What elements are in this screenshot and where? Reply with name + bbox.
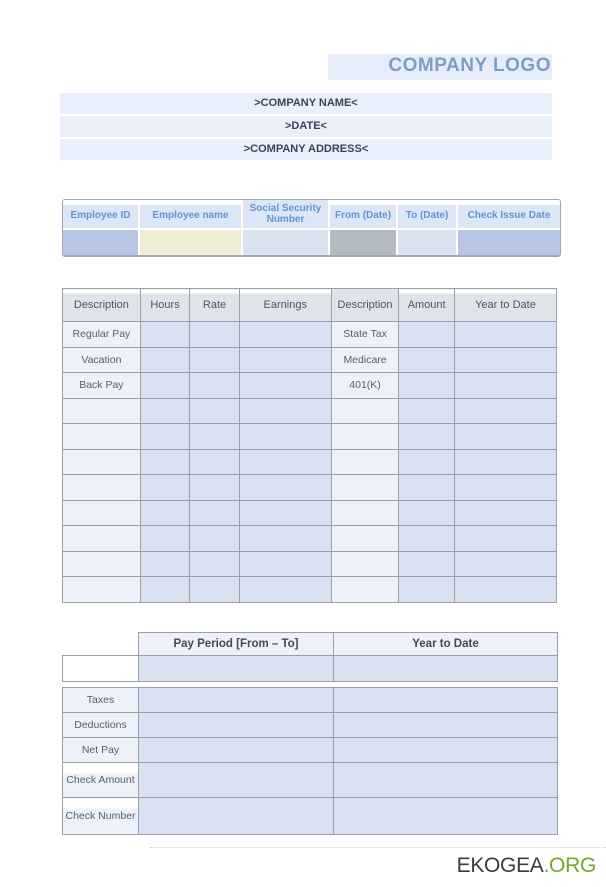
- company-name-field[interactable]: >COMPANY NAME<: [60, 93, 552, 114]
- earnings-cell[interactable]: [239, 577, 331, 603]
- col-header-ssn: Social Security Number: [243, 200, 328, 228]
- deduction-label-cell[interactable]: [331, 551, 399, 577]
- check-issue-date-cell[interactable]: [458, 230, 560, 255]
- table-row: [63, 688, 558, 713]
- rate-cell[interactable]: [190, 347, 240, 373]
- rate-cell[interactable]: [190, 373, 240, 399]
- summary-corner-blank: [63, 633, 139, 656]
- earnings-cell[interactable]: [239, 500, 331, 526]
- amount-cell[interactable]: [399, 449, 455, 475]
- table-row: [63, 322, 557, 348]
- amount-cell[interactable]: [399, 322, 455, 348]
- employee-name-cell[interactable]: [140, 230, 241, 255]
- table-row: [63, 475, 557, 501]
- summary-blank-label-cell[interactable]: [63, 656, 139, 682]
- taxes-ytd-cell[interactable]: [334, 688, 558, 713]
- cut-dotted-line: [150, 847, 606, 848]
- check-number-label: Check Number: [63, 798, 139, 835]
- table-row: [63, 577, 557, 603]
- col-header-rate: Rate: [190, 289, 240, 322]
- earnings-cell[interactable]: [239, 373, 331, 399]
- earnings-cell[interactable]: [239, 347, 331, 373]
- ytd-cell[interactable]: [454, 526, 556, 552]
- deduction-label-cell[interactable]: [331, 500, 399, 526]
- check-amount-label: Check Amount: [63, 763, 139, 798]
- ytd-cell[interactable]: [454, 347, 556, 373]
- deduction-label-cell: 401(K): [331, 373, 399, 399]
- earnings-label-cell: Regular Pay: [63, 322, 141, 348]
- brand-footer: [457, 854, 596, 878]
- rate-cell[interactable]: [190, 424, 240, 450]
- col-header-description-right: Description: [331, 289, 399, 322]
- to-date-cell[interactable]: [398, 230, 456, 255]
- col-header-to-date: To (Date): [398, 200, 456, 228]
- deduction-label-cell[interactable]: [331, 424, 399, 450]
- amount-cell[interactable]: [399, 551, 455, 577]
- taxes-pay-period-cell[interactable]: [139, 688, 334, 713]
- deductions-ytd-cell[interactable]: [334, 713, 558, 738]
- earnings-header-row: [63, 289, 557, 322]
- amount-cell[interactable]: [399, 398, 455, 424]
- net-pay-pay-period-cell[interactable]: [139, 738, 334, 763]
- table-row: [63, 398, 557, 424]
- deduction-label-cell[interactable]: [331, 577, 399, 603]
- col-header-description-left: Description: [63, 289, 141, 322]
- deductions-pay-period-cell[interactable]: [139, 713, 334, 738]
- hours-cell[interactable]: [140, 449, 190, 475]
- deduction-label-cell[interactable]: [331, 526, 399, 552]
- earnings-label-cell[interactable]: [63, 398, 141, 424]
- amount-cell[interactable]: [399, 526, 455, 552]
- col-header-amount: Amount: [399, 289, 455, 322]
- net-pay-label: Net Pay: [63, 738, 139, 763]
- hours-cell[interactable]: [140, 424, 190, 450]
- earnings-label-cell[interactable]: [63, 475, 141, 501]
- amount-cell[interactable]: [399, 577, 455, 603]
- col-header-summary-ytd: Year to Date: [334, 633, 558, 656]
- deductions-label: Deductions: [63, 713, 139, 738]
- deduction-label-cell: State Tax: [331, 322, 399, 348]
- col-header-employee-name: Employee name: [140, 200, 241, 228]
- ytd-value-cell[interactable]: [334, 656, 558, 682]
- earnings-deductions-table: [62, 288, 557, 603]
- ytd-cell[interactable]: [454, 449, 556, 475]
- net-pay-ytd-cell[interactable]: [334, 738, 558, 763]
- rate-cell[interactable]: [190, 577, 240, 603]
- ytd-cell[interactable]: [454, 398, 556, 424]
- brand-name: EKOGEA: [456, 854, 544, 877]
- taxes-label: Taxes: [63, 688, 139, 713]
- earnings-cell[interactable]: [239, 475, 331, 501]
- earnings-label-cell[interactable]: [63, 577, 141, 603]
- summary-totals-table: [62, 687, 558, 835]
- table-row: [63, 763, 558, 798]
- check-amount-ytd-cell[interactable]: [334, 763, 558, 798]
- check-amount-pay-period-cell[interactable]: [139, 763, 334, 798]
- rate-cell[interactable]: [190, 551, 240, 577]
- earnings-cell[interactable]: [239, 449, 331, 475]
- hours-cell[interactable]: [140, 373, 190, 399]
- summary-header-row: [63, 633, 558, 656]
- ssn-cell[interactable]: [243, 230, 328, 255]
- ytd-cell[interactable]: [454, 424, 556, 450]
- table-row: [63, 551, 557, 577]
- rate-cell[interactable]: [190, 398, 240, 424]
- employee-info-table: [62, 199, 561, 257]
- company-info-block: [60, 93, 552, 162]
- earnings-label-cell[interactable]: [63, 526, 141, 552]
- hours-cell[interactable]: [140, 322, 190, 348]
- table-row: [63, 424, 557, 450]
- earnings-cell[interactable]: [239, 398, 331, 424]
- from-date-cell[interactable]: [330, 230, 396, 255]
- company-logo-placeholder: [328, 54, 552, 80]
- table-row: [63, 526, 557, 552]
- col-header-check-issue-date: Check Issue Date: [458, 200, 560, 228]
- earnings-cell[interactable]: [239, 322, 331, 348]
- deduction-label-cell[interactable]: [331, 449, 399, 475]
- ytd-cell[interactable]: [454, 500, 556, 526]
- col-header-year-to-date: Year to Date: [454, 289, 556, 322]
- earnings-label-cell: Vacation: [63, 347, 141, 373]
- ytd-cell[interactable]: [454, 577, 556, 603]
- table-row: [63, 798, 558, 835]
- table-row: [63, 738, 558, 763]
- table-row: [63, 713, 558, 738]
- company-address-field[interactable]: >COMPANY ADDRESS<: [60, 139, 552, 160]
- col-header-hours: Hours: [140, 289, 190, 322]
- table-row: [63, 500, 557, 526]
- amount-cell[interactable]: [399, 500, 455, 526]
- hours-cell[interactable]: [140, 526, 190, 552]
- table-row: [63, 373, 557, 399]
- check-number-pay-period-cell[interactable]: [139, 798, 334, 835]
- earnings-label-cell[interactable]: [63, 500, 141, 526]
- rate-cell[interactable]: [190, 449, 240, 475]
- hours-cell[interactable]: [140, 500, 190, 526]
- amount-cell[interactable]: [399, 475, 455, 501]
- hours-cell[interactable]: [140, 398, 190, 424]
- hours-cell[interactable]: [140, 475, 190, 501]
- earnings-label-cell[interactable]: [63, 424, 141, 450]
- summary-header-table: [62, 632, 558, 682]
- rate-cell[interactable]: [190, 500, 240, 526]
- earnings-label-cell[interactable]: [63, 551, 141, 577]
- hours-cell[interactable]: [140, 551, 190, 577]
- rate-cell[interactable]: [190, 322, 240, 348]
- hours-cell[interactable]: [140, 577, 190, 603]
- ytd-cell[interactable]: [454, 373, 556, 399]
- date-field[interactable]: >DATE<: [60, 116, 552, 137]
- check-number-ytd-cell[interactable]: [334, 798, 558, 835]
- col-header-from-date: From (Date): [330, 200, 396, 228]
- amount-cell[interactable]: [399, 424, 455, 450]
- earnings-cell[interactable]: [239, 551, 331, 577]
- earnings-label-cell: Back Pay: [63, 373, 141, 399]
- col-header-earnings: Earnings: [239, 289, 331, 322]
- rate-cell[interactable]: [190, 475, 240, 501]
- table-row: [63, 656, 558, 682]
- deduction-label-cell: Medicare: [331, 347, 399, 373]
- deduction-label-cell[interactable]: [331, 475, 399, 501]
- earnings-cell[interactable]: [239, 526, 331, 552]
- company-logo-text: COMPANY LOGO: [388, 55, 551, 76]
- table-row: [63, 347, 557, 373]
- pay-period-value-cell[interactable]: [139, 656, 334, 682]
- col-header-pay-period: Pay Period [From – To]: [139, 633, 334, 656]
- col-header-employee-id: Employee ID: [63, 200, 138, 228]
- ytd-cell[interactable]: [454, 475, 556, 501]
- brand-suffix: .ORG: [543, 854, 596, 877]
- deduction-label-cell[interactable]: [331, 398, 399, 424]
- table-row: [63, 449, 557, 475]
- rate-cell[interactable]: [190, 526, 240, 552]
- amount-cell[interactable]: [399, 373, 455, 399]
- earnings-cell[interactable]: [239, 424, 331, 450]
- earnings-label-cell[interactable]: [63, 449, 141, 475]
- hours-cell[interactable]: [140, 347, 190, 373]
- ytd-cell[interactable]: [454, 551, 556, 577]
- employee-id-cell[interactable]: [63, 230, 138, 255]
- amount-cell[interactable]: [399, 347, 455, 373]
- ytd-cell[interactable]: [454, 322, 556, 348]
